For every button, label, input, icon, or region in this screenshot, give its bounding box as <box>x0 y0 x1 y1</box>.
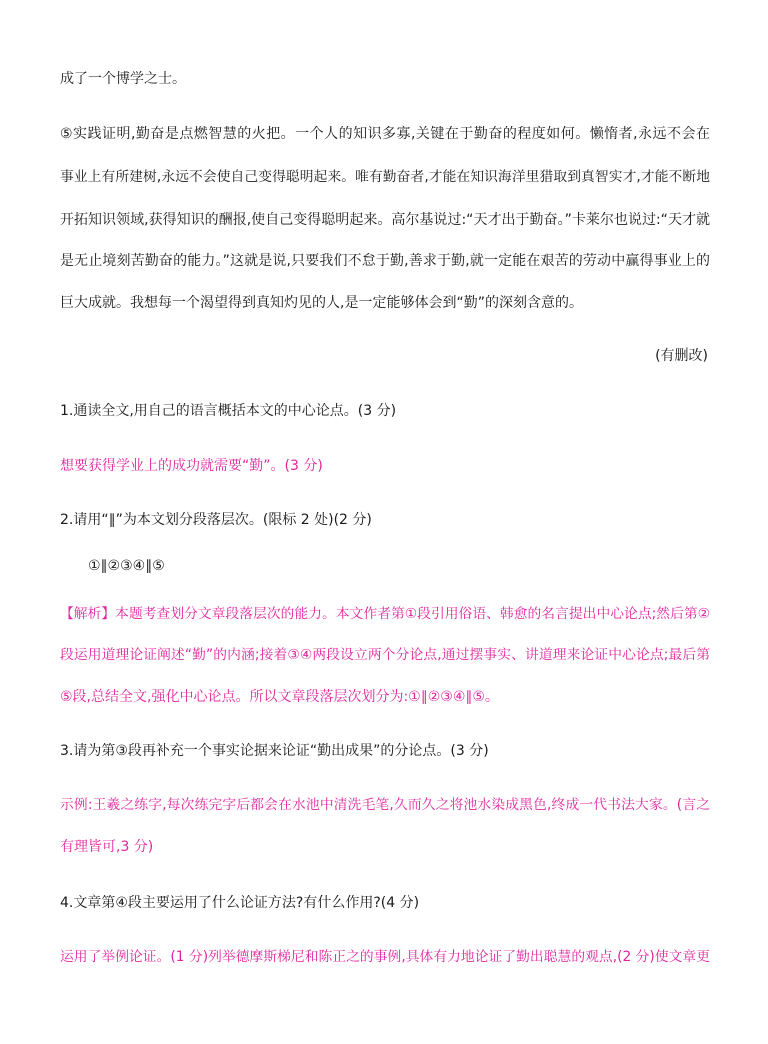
question-2: 2.请用“∥”为本文划分段落层次。(限标 2 处)(2 分) <box>60 512 372 528</box>
answer-1: 想要获得学业上的成功就需要“勤”。(3 分) <box>60 458 323 474</box>
paragraph-5-line: 是无止境刻苦勤奋的能力。”这就是说,只要我们不怠于勤,善求于勤,就一定能在艰苦的劳动中赢得事业上的 <box>60 253 710 269</box>
analysis-line: ⑤段,总结全文,强化中心论点。所以文章段落层次划分为:①∥②③④∥⑤。 <box>60 689 499 705</box>
question-4: 4.文章第④段主要运用了什么论证方法?有什么作用?(4 分) <box>60 895 420 911</box>
text-line: 成了一个博学之士。 <box>60 71 186 87</box>
question-3: 3.请为第③段再补充一个事实论据来论证“勤出成果”的分论点。(3 分) <box>60 743 489 759</box>
answer-2: ①∥②③④∥⑤ <box>88 558 165 574</box>
paragraph-5-line: 开拓知识领域,获得知识的酬报,使自己变得聪明起来。高尔基说过:“天才出于勤奋。”卡莱尔也说过:“天才就 <box>60 212 710 228</box>
source-note: (有删改) <box>655 348 708 364</box>
paragraph-5-line: 事业上有所建树,永远不会使自己变得聪明起来。唯有勤奋者,才能在知识海洋里猎取到真智实才,才能不断地 <box>60 169 710 185</box>
paragraph-5-line: 巨大成就。我想每一个渴望得到真知灼见的人,是一定能够体会到“勤”的深刻含意的。 <box>60 295 583 311</box>
analysis-line: 【解析】本题考查划分文章段落层次的能力。本文作者第①段引用俗语、韩愈的名言提出中心论点;然后第② <box>60 606 710 622</box>
answer-3-line: 有理皆可,3 分) <box>60 839 154 855</box>
paragraph-5-line: ⑤实践证明,勤奋是点燃智慧的火把。一个人的知识多寡,关键在于勤奋的程度如何。懒惰者,永远不会在 <box>60 126 710 142</box>
answer-3-line: 示例:王羲之练字,每次练完字后都会在水池中清洗毛笔,久而久之将池水染成黑色,终成一代书法大家。(言之 <box>60 797 710 813</box>
question-1: 1.通读全文,用自己的语言概括本文的中心论点。(3 分) <box>60 403 397 419</box>
analysis-line: 段运用道理论证阐述“勤”的内涵;接着③④两段设立两个分论点,通过摆事实、讲道理来论证中心论点;最后第 <box>60 647 710 663</box>
answer-4-line: 运用了举例论证。(1 分)列举德摩斯梯尼和陈正之的事例,具体有力地论证了勤出聪慧的观点,(2 分)使文章更 <box>60 949 710 965</box>
